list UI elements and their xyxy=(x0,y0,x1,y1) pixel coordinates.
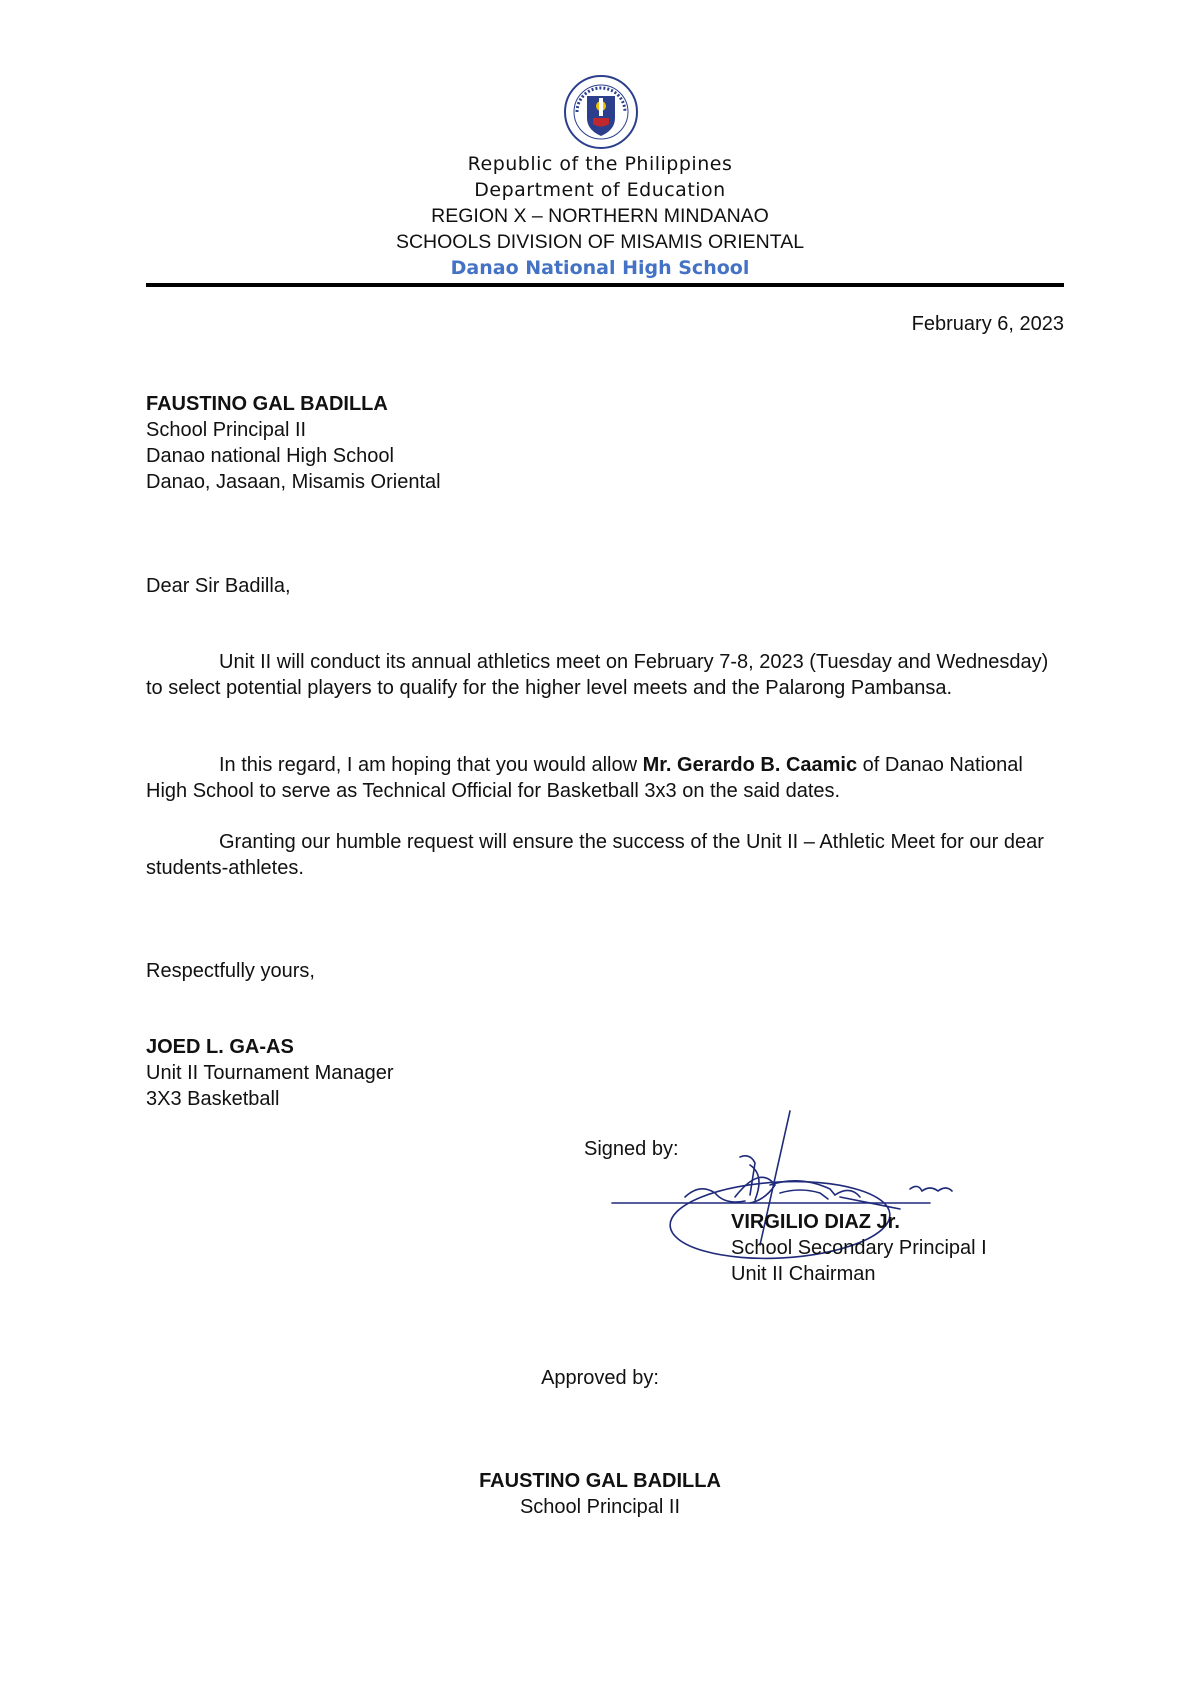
paragraph-1-text: Unit II will conduct its annual athletics meet on February 7-8, 2023 (Tuesday and Wednesday) to select potential players to qualify for the higher level meets and the Palarong Pambansa. xyxy=(146,651,1049,699)
header-divider xyxy=(146,283,1064,287)
paragraph-3-text: Granting our humble request will ensure the success of the Unit II – Athletic Meet for our dear students-athletes. xyxy=(146,831,1044,879)
header-division: SCHOOLS DIVISION OF MISAMIS ORIENTAL xyxy=(395,231,805,253)
sender-name: JOED L. GA-AS xyxy=(146,1036,294,1058)
salutation: Dear Sir Badilla, xyxy=(146,575,291,597)
body-paragraph-1 xyxy=(146,649,1064,701)
sender-block xyxy=(146,1034,394,1112)
header-republic: Republic of the Philippines xyxy=(467,153,733,175)
header-school: Danao National High School xyxy=(450,257,750,279)
signatory-name: VIRGILIO DIAZ Jr. xyxy=(731,1211,900,1233)
body-paragraph-2 xyxy=(146,752,1064,804)
signatory-role: Unit II Chairman xyxy=(731,1263,876,1285)
recipient-block xyxy=(146,391,441,495)
recipient-address: Danao, Jasaan, Misamis Oriental xyxy=(146,471,441,493)
letterhead xyxy=(0,151,1200,281)
sender-dept: 3X3 Basketball xyxy=(146,1088,280,1110)
body-paragraph-3 xyxy=(146,829,1064,881)
signatory-block xyxy=(731,1209,987,1287)
paragraph-2-text-before: In this regard, I am hoping that you would allow xyxy=(219,754,643,776)
recipient-school: Danao national High School xyxy=(146,445,394,467)
signed-by-label: Signed by: xyxy=(584,1138,679,1160)
header-department: Department of Education xyxy=(474,179,726,201)
recipient-title: School Principal II xyxy=(146,419,307,441)
recipient-name: FAUSTINO GAL BADILLA xyxy=(146,393,388,415)
deped-seal xyxy=(563,74,639,150)
paragraph-2-text-after: of Danao National High School to serve as Technical Official for Basketball 3x3 on the said dates. xyxy=(146,754,1023,802)
closing: Respectfully yours, xyxy=(146,960,315,982)
deped-seal-icon xyxy=(563,74,639,150)
header-region: REGION X – NORTHERN MINDANAO xyxy=(431,205,769,227)
approver-title: School Principal II xyxy=(519,1496,681,1518)
approver-block xyxy=(0,1468,1200,1520)
nominee-name: Mr. Gerardo B. Caamic xyxy=(642,754,858,776)
approved-by-label: Approved by: xyxy=(541,1367,659,1389)
approver-name: FAUSTINO GAL BADILLA xyxy=(479,1470,721,1492)
letter-date: February 6, 2023 xyxy=(911,313,1064,335)
signatory-title: School Secondary Principal I xyxy=(731,1237,987,1259)
sender-title: Unit II Tournament Manager xyxy=(146,1062,394,1084)
